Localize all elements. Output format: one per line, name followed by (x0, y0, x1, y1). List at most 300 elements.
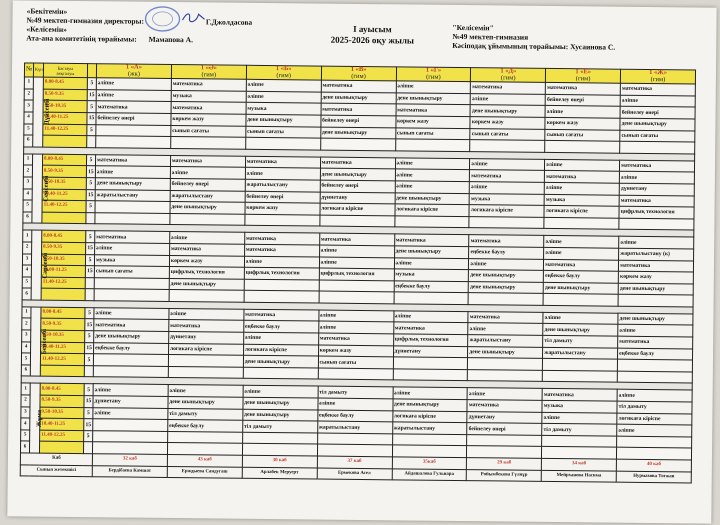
class-header: 1 «А» (жк) (96, 64, 171, 79)
subject-cell: математика (171, 102, 246, 114)
subject-cell: математика (96, 101, 171, 113)
room-cell: 32 каб (92, 454, 167, 466)
lesson-number: 4 (22, 342, 31, 354)
subject-cell: математика (542, 389, 617, 401)
subject-cell (618, 294, 693, 306)
subject-cell: цифрлық технология (244, 267, 319, 279)
subject-cell: әліппе (393, 311, 468, 323)
subject-cell (92, 442, 167, 454)
subject-cell: әліппе (170, 167, 245, 179)
lesson-time: 10.40-11.25 (41, 342, 85, 354)
room-cell: 40 каб (616, 459, 691, 471)
lesson-time (39, 442, 83, 454)
subject-cell: көркем жазу (169, 255, 244, 267)
lesson-number: 3 (22, 253, 31, 265)
subject-cell: дене шынықтыру (394, 246, 469, 258)
subject-cell: бейнелеу өнері (545, 94, 620, 106)
subject-cell: әліппе (470, 182, 545, 194)
subject-cell: математика (95, 154, 170, 166)
break-minutes: 5 (86, 178, 95, 190)
break-minutes: 5 (85, 331, 94, 343)
subject-cell (170, 213, 245, 225)
lesson-number: 2 (23, 165, 32, 177)
subject-cell: музыка (246, 103, 321, 115)
teacher-cell: Айдашалова Гульнара (392, 468, 467, 480)
subject-cell: әліппе (244, 256, 319, 268)
subject-cell: математика (171, 79, 246, 91)
subject-cell: дүниетану (393, 345, 468, 357)
approve-label: «Бекітемін» (26, 6, 68, 16)
day-header: Күні (33, 63, 43, 77)
subject-cell (93, 431, 168, 443)
subject-cell: әліппе (93, 407, 168, 419)
subject-cell: әліппе (469, 258, 544, 270)
parent-committee-line: Ата-ана комитетінің төрайымы: Мамапова А. (26, 33, 194, 45)
subject-cell (243, 367, 318, 379)
subject-cell: әліппе (468, 323, 543, 335)
lesson-number: 6 (24, 135, 33, 147)
lesson-time: 9.50-10.35 (42, 177, 86, 189)
subject-cell: бейнелеу өнері (170, 178, 245, 190)
break-minutes: 5 (84, 407, 93, 419)
subject-cell: математика (471, 82, 546, 94)
class-header: 1 «Б» (гим) (246, 65, 321, 80)
subject-cell: әліппе (96, 89, 171, 101)
subject-cell: әліппе (471, 93, 546, 105)
subject-cell: математика (544, 259, 619, 271)
lesson-time: 10.40-11.25 (43, 112, 87, 124)
subject-cell: көркем жазу (245, 202, 320, 214)
subject-cell (96, 136, 171, 148)
subject-cell: дене шынықтыру (620, 118, 695, 130)
lesson-number: 3 (21, 407, 30, 419)
subject-cell: дене шынықтыру (468, 346, 543, 358)
break-minutes: 5 (85, 307, 94, 319)
subject-cell: математика (170, 155, 245, 167)
subject-cell: әліппе (170, 232, 245, 244)
subject-cell (617, 436, 692, 448)
subject-cell: дене шынықтыру (321, 92, 396, 104)
approval-block (26, 6, 276, 45)
break-minutes: 5 (85, 254, 94, 266)
subject-cell: сынып сағаты (545, 129, 620, 141)
day-label: Сәрсенбі (41, 252, 50, 279)
room-cell: 37 каб (317, 456, 392, 468)
time-header: Бастауы аяқталуы (43, 63, 87, 78)
subject-cell: математика (546, 83, 621, 95)
lesson-number: 5 (23, 200, 32, 212)
break-minutes (86, 212, 95, 224)
subject-cell (319, 291, 394, 303)
lesson-time: 9.50-10.35 (43, 101, 87, 113)
subject-cell: математика (469, 235, 544, 247)
subject-cell: әліппе (94, 308, 169, 320)
subject-cell (468, 358, 543, 370)
subject-cell (392, 434, 467, 446)
subject-cell: математика (393, 322, 468, 334)
subject-cell: цифрлық технология (319, 268, 394, 280)
union-chair-line: Кәсіподақ ұйымының төрайымы: Хусаинова С. (452, 40, 616, 52)
subject-cell: еңбекке баулу (544, 270, 619, 282)
class-header: 1 «Д» (гим) (471, 68, 546, 83)
subject-cell: математика (94, 319, 169, 331)
subject-cell: көркем жазу (545, 117, 620, 129)
subject-cell: математика (95, 231, 170, 243)
subject-cell: бейнелеу өнері (620, 107, 695, 119)
subject-cell: жаратылыстану (к) (619, 248, 694, 260)
agree-label: «Келісемін» (26, 24, 68, 34)
lesson-time: 9.50-10.35 (40, 407, 84, 419)
subject-cell: дене шынықтыру (392, 399, 467, 411)
lesson-number: 1 (22, 307, 31, 319)
lesson-time: 11.40-12.25 (40, 430, 84, 442)
subject-cell: математика (245, 156, 320, 168)
subject-cell: дүниетану (169, 332, 244, 344)
subject-cell: дене шынықтыру (618, 313, 693, 325)
room-cell: 35каб (392, 457, 467, 469)
subject-cell: әліппе (93, 384, 168, 396)
subject-cell: көркем жазу (470, 117, 545, 129)
lesson-number: 2 (24, 89, 33, 101)
subject-cell: математика (169, 320, 244, 332)
day-label: Сейсенбі (42, 175, 50, 202)
subject-cell: дүниетану (619, 183, 694, 195)
agree-label-right: "Келісемін" (452, 22, 494, 33)
subject-cell (394, 216, 469, 228)
subject-cell: цифрлық технология (169, 267, 244, 279)
lesson-time (40, 365, 84, 377)
lesson-number: 6 (23, 212, 32, 224)
lesson-time (42, 212, 86, 224)
subject-cell: дене шынықтыру (320, 127, 395, 139)
subject-cell: әліппе (246, 91, 321, 103)
lesson-number: 5 (21, 430, 30, 442)
subject-cell: әліппе (544, 247, 619, 259)
subject-cell: музыка (94, 254, 169, 266)
break-minutes: 15 (85, 266, 94, 278)
subject-cell: дене шынықтыру (243, 356, 318, 368)
school-name: №49 мектеп-гимназия (452, 31, 529, 42)
lesson-time: 11.40-12.25 (43, 124, 87, 136)
subject-cell: дене шынықтыру (396, 93, 471, 105)
teacher-cell: Арлабек Меруерт (242, 467, 317, 479)
subject-cell (617, 359, 692, 371)
teacher-cell: Мейрханова Насима (541, 470, 616, 482)
subject-cell: математика (320, 157, 395, 169)
class-header: 1 «Ж» (гим) (621, 69, 696, 84)
subject-cell: математика (467, 400, 542, 412)
lesson-time (41, 288, 85, 300)
subject-cell (393, 357, 468, 369)
subject-cell: әліппе (318, 322, 393, 334)
subject-cell: әліппе (96, 78, 171, 90)
subject-cell: цифрлық технология (619, 206, 694, 218)
lesson-time: 8.50-9.35 (42, 165, 86, 177)
subject-cell (95, 201, 170, 213)
subject-cell: әліппе (544, 182, 619, 194)
break-minutes: 5 (86, 154, 95, 166)
subject-cell: әліппе (246, 79, 321, 91)
lesson-time: 10.40-11.25 (40, 418, 84, 430)
room-cell: 29 каб (467, 458, 542, 470)
break-minutes: 5 (86, 231, 95, 243)
subject-cell (168, 355, 243, 367)
subject-cell: еңбекке баулу (469, 247, 544, 259)
subject-cell (468, 293, 543, 305)
lesson-number: 6 (21, 365, 30, 377)
subject-cell (543, 359, 618, 371)
subject-cell (242, 432, 317, 444)
subject-cell (318, 368, 393, 380)
subject-cell: жаратылыстану (468, 335, 543, 347)
subject-cell: музыка (542, 400, 617, 412)
subject-cell: әліппе (619, 237, 694, 249)
subject-cell: дене шынықтыру (618, 283, 693, 295)
break-minutes: 5 (84, 354, 93, 366)
break-minutes: 15 (85, 319, 94, 331)
class-header: 1 «В» (гим) (321, 66, 396, 81)
director-line: №49 мектеп-гимназия директоры: Г.Джолдасова (26, 15, 253, 27)
lesson-number: 2 (23, 242, 32, 254)
room-cell: 30 каб (242, 455, 317, 467)
teacher-cell: Ермекова Асел (317, 468, 392, 480)
subject-cell: математика (468, 311, 543, 323)
lesson-number: 4 (24, 112, 33, 124)
subject-cell: сынып сағаты (246, 126, 321, 138)
subject-cell: тіл дамыту (168, 408, 243, 420)
lesson-time: 8.00-8.45 (42, 154, 86, 166)
subject-cell: әліппе (95, 243, 170, 255)
subject-cell: жаратылыстану (245, 179, 320, 191)
break-minutes: 5 (87, 78, 96, 90)
subject-cell (93, 354, 168, 366)
lesson-number: 1 (21, 383, 30, 395)
teacher-cell: Ройымбекова Гүлнұр (467, 469, 542, 481)
subject-cell (617, 448, 692, 460)
subject-cell: логикаға кіріспе (617, 413, 692, 425)
subject-cell: сынып сағаты (395, 127, 470, 139)
teacher-label: Сынып жетекшісі (20, 465, 92, 477)
subject-cell: сынып сағаты (171, 125, 246, 137)
subject-cell: бейнелеу өнері (96, 113, 171, 125)
break-minutes (85, 277, 94, 289)
lesson-time: 11.40-12.25 (40, 353, 84, 365)
subject-cell: дене шынықтыру (95, 178, 170, 190)
subject-cell (392, 445, 467, 457)
lesson-time: 11.40-12.25 (41, 277, 85, 289)
lesson-number: 6 (20, 441, 29, 453)
subject-cell: әліппе (467, 388, 542, 400)
subject-cell: бейнелеу өнері (321, 115, 396, 127)
subject-cell: математика (545, 171, 620, 183)
subject-cell: әліппе (545, 106, 620, 118)
subject-cell: дене шынықтыру (243, 409, 318, 421)
subject-cell: көркем жазу (171, 113, 246, 125)
subject-cell: еңбекке баулу (94, 342, 169, 354)
subject-cell: еңбекке баулу (244, 321, 319, 333)
subject-cell: дене шынықтыру (243, 397, 318, 409)
subject-cell (94, 277, 169, 289)
subject-cell: дене шынықтыру (469, 270, 544, 282)
subject-cell: көркем жазу (395, 116, 470, 128)
lesson-time: 8.50-9.35 (43, 89, 87, 101)
break-minutes: 15 (87, 89, 96, 101)
subject-cell: әліппе (243, 386, 318, 398)
subject-cell: дене шынықтыру (395, 192, 470, 204)
subject-cell: логикаға кіріспе (168, 343, 243, 355)
subject-cell: музыка (469, 193, 544, 205)
break-minutes (83, 442, 92, 454)
lesson-time: 8.00-8.45 (43, 77, 87, 89)
subject-cell: логикаға кіріспе (320, 203, 395, 215)
room-cell: 34 каб (542, 458, 617, 470)
lesson-time: 8.00-8.45 (40, 384, 84, 396)
subject-cell: тіл дамыту (543, 335, 618, 347)
lesson-time: 8.00-8.45 (42, 230, 86, 242)
teacher-cell: Нурмахова Тоғжан (616, 471, 691, 483)
lesson-number: 5 (21, 353, 30, 365)
lesson-time: 10.40-11.25 (42, 189, 86, 201)
subject-cell: тіл дамыту (318, 386, 393, 398)
subject-cell (93, 419, 168, 431)
timetable (20, 62, 696, 483)
lesson-number: 6 (22, 288, 31, 300)
break-minutes (84, 365, 93, 377)
subject-cell (393, 369, 468, 381)
schedule-sheet (7, 0, 716, 523)
day-label: Жұма (35, 409, 44, 428)
subject-cell: дене шынықтыру (543, 324, 618, 336)
subject-cell (242, 444, 317, 456)
break-minutes: 5 (84, 384, 93, 396)
subject-cell: логикаға кіріспе (544, 206, 619, 218)
subject-cell: еңбекке баулу (394, 281, 469, 293)
subject-cell: дене шынықтыру (470, 105, 545, 117)
subject-cell: әліппе (470, 158, 545, 170)
break-minutes: 15 (86, 243, 95, 255)
lesson-time: 9.50-10.35 (41, 330, 85, 342)
subject-cell: дене шынықтыру (543, 282, 618, 294)
subject-cell (470, 140, 545, 152)
lesson-number: 2 (21, 395, 30, 407)
subject-cell: логикаға кіріспе (243, 344, 318, 356)
subject-cell: логикаға кіріспе (469, 205, 544, 217)
lesson-time: 8.00-8.45 (41, 307, 85, 319)
subject-cell: әліппе (169, 308, 244, 320)
room-label: Каб (20, 453, 92, 465)
subject-cell: дене шынықтыру (246, 114, 321, 126)
subject-cell: бейнелеу өнері (245, 191, 320, 203)
teacher-cell: Бердібаева Камшат (92, 465, 167, 477)
subject-cell: көркем жазу (318, 345, 393, 357)
subject-cell: тіл дамыту (242, 420, 317, 432)
subject-cell: әліппе (619, 172, 694, 184)
subject-cell: дене шынықтыру (94, 331, 169, 343)
subject-cell: математика (470, 170, 545, 182)
break-minutes: 5 (86, 201, 95, 213)
subject-cell: математика (619, 260, 694, 272)
subject-cell: логикаға кіріспе (392, 410, 467, 422)
subject-cell: математика (619, 195, 694, 207)
subject-cell: математика (620, 160, 695, 172)
subject-cell: еңбекке баулу (317, 410, 392, 422)
room-cell: 43 каб (167, 454, 242, 466)
subject-cell (96, 124, 171, 136)
subject-cell: сынып сағаты (620, 130, 695, 142)
break-minutes: 5 (84, 430, 93, 442)
break-minutes: 15 (86, 166, 95, 178)
subject-cell: математика (321, 103, 396, 115)
subject-cell: сынып сағаты (94, 266, 169, 278)
day-label: Дүйсенбі (43, 99, 51, 126)
subject-cell: әліппе (620, 95, 695, 107)
subject-cell: математика (620, 83, 695, 95)
subject-cell: математика (318, 333, 393, 345)
subject-cell: әліппе (395, 181, 470, 193)
lesson-number: 4 (23, 188, 32, 200)
subject-cell (545, 141, 620, 153)
class-header: 1 «Ә» (гим) (171, 64, 246, 79)
subject-cell: музыка (171, 90, 246, 102)
shift-title (312, 23, 432, 46)
lesson-time (43, 135, 87, 147)
subject-cell (319, 215, 394, 227)
lesson-time: 10.00-11.25 (41, 265, 85, 277)
break-minutes: 5 (87, 124, 96, 136)
subject-cell: әліппе (318, 310, 393, 322)
subject-cell: әліппе (95, 166, 170, 178)
lesson-number: 3 (23, 177, 32, 189)
break-minutes: 15 (84, 396, 93, 408)
subject-cell (169, 290, 244, 302)
break-minutes (87, 136, 96, 148)
lesson-number: 3 (22, 330, 31, 342)
subject-cell (320, 138, 395, 150)
lesson-time: 8.50-9.35 (40, 395, 84, 407)
subject-cell: математика (396, 104, 471, 116)
agreement-block (452, 23, 692, 53)
subject-cell (544, 217, 619, 229)
subject-cell: математика (618, 336, 693, 348)
subject-cell: жаратылыстану (392, 422, 467, 434)
break-minutes: 15 (85, 342, 94, 354)
break-minutes (85, 289, 94, 301)
subject-cell: дүниетану (93, 396, 168, 408)
subject-cell (244, 291, 319, 303)
subject-cell (244, 279, 319, 291)
subject-cell: дене шынықтыру (169, 278, 244, 290)
subject-cell: музыка (394, 269, 469, 281)
subject-cell: дүниетану (467, 411, 542, 423)
subject-cell: математика (394, 234, 469, 246)
subject-cell: дене шынықтыру (170, 202, 245, 214)
subject-cell (543, 294, 618, 306)
break-minutes: 15 (86, 189, 95, 201)
lesson-number: 4 (21, 418, 30, 430)
break-minutes: 5 (87, 101, 96, 113)
subject-cell: әліппе (319, 245, 394, 257)
subject-cell: математика (244, 244, 319, 256)
subject-cell: еңбекке баулу (618, 348, 693, 360)
lesson-time: 8.50-9.35 (42, 242, 86, 254)
subject-cell: әліппе (544, 236, 619, 248)
subject-cell (394, 292, 469, 304)
lesson-number: 1 (23, 230, 32, 242)
subject-cell: әліппе (545, 159, 620, 171)
subject-cell: әліппе (617, 424, 692, 436)
subject-cell: әліппе (319, 257, 394, 269)
lesson-number: 4 (22, 265, 31, 277)
